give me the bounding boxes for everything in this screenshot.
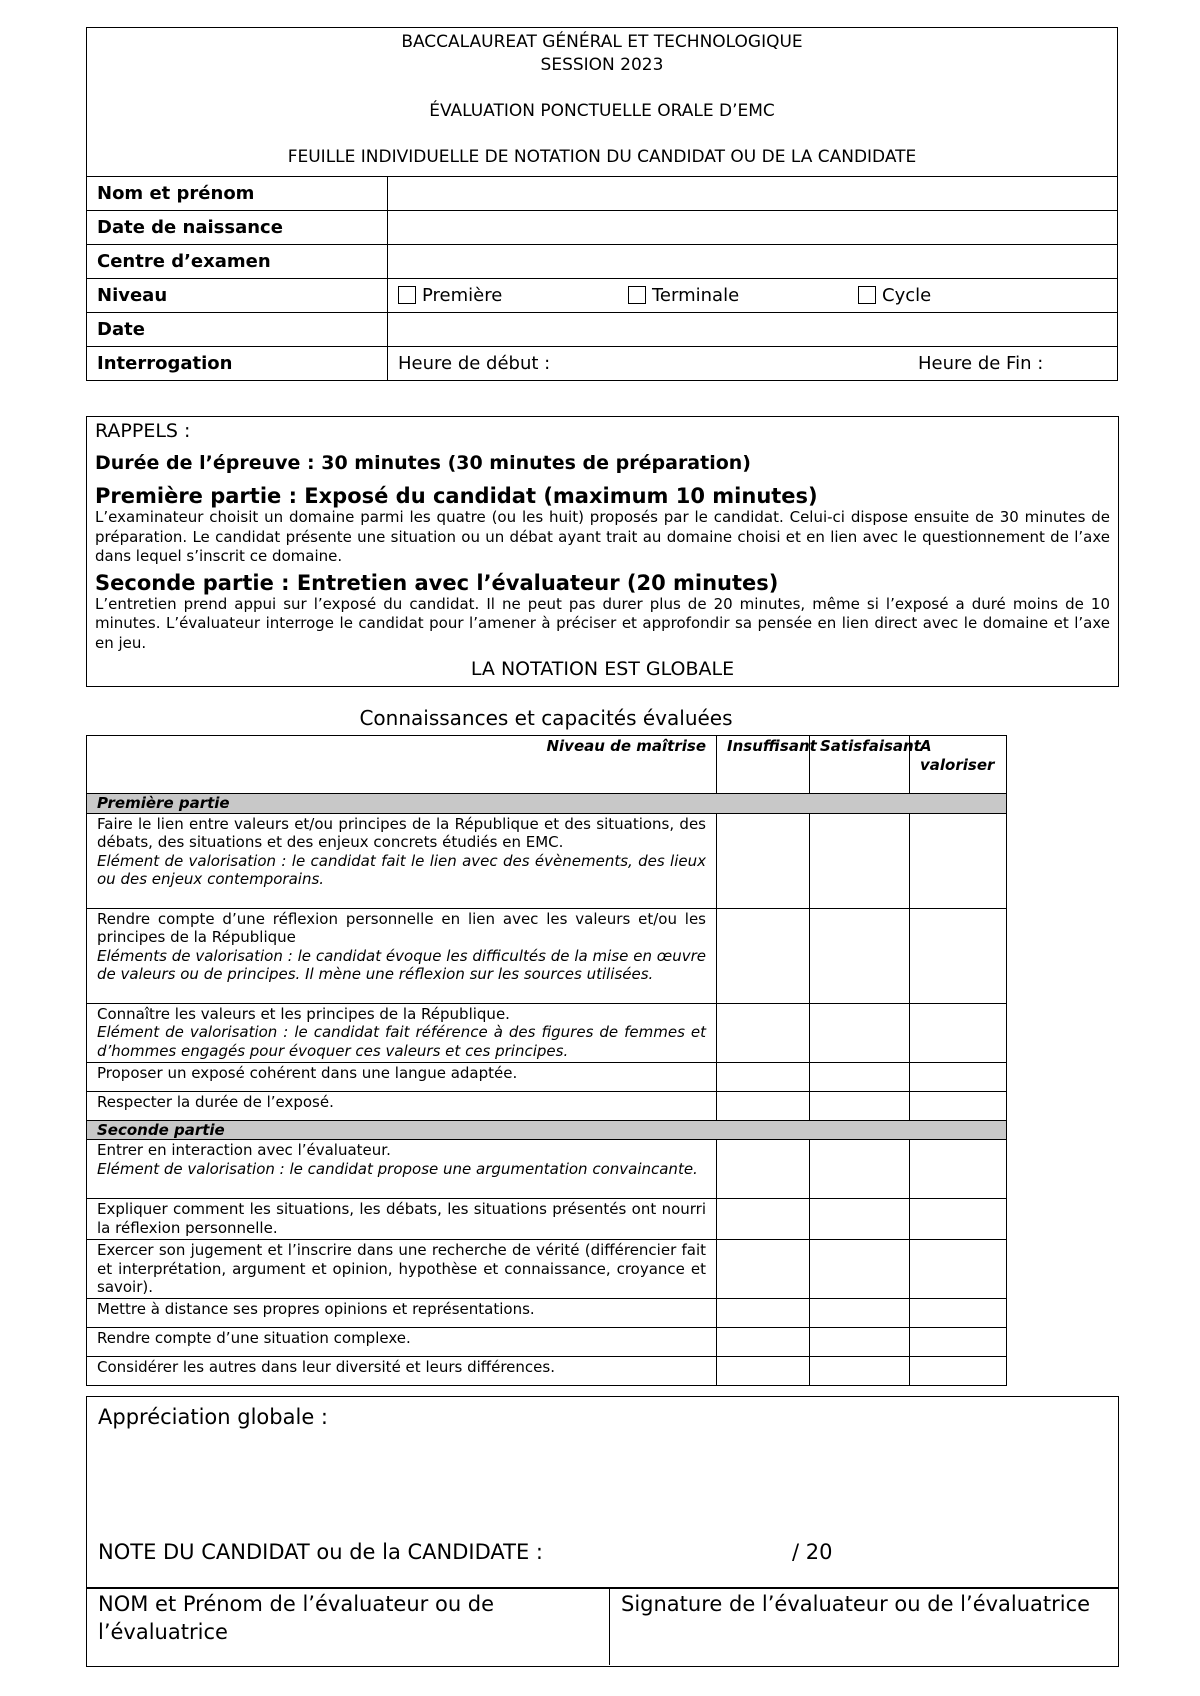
signature-row — [86, 1588, 1119, 1667]
session-label: SESSION 2023 — [540, 55, 664, 75]
row-niveau — [87, 279, 1118, 313]
cell-satisfaisant[interactable] — [810, 1199, 910, 1240]
criterion-text: Connaître les valeurs et les principes de la République. — [97, 1004, 510, 1023]
evaluateur-signature-cell[interactable]: Signature de l’évaluateur ou de l’évaluatrice — [621, 1592, 1091, 1616]
cell-insuffisant[interactable] — [717, 1003, 810, 1062]
criterion — [87, 813, 717, 908]
cell-satisfaisant[interactable] — [810, 1328, 910, 1357]
competences-header-row — [87, 736, 1007, 794]
partie1-heading: Première partie : Exposé du candidat (maximum 10 minutes) — [95, 484, 818, 508]
row-interrogation — [87, 347, 1118, 381]
cell-insuffisant[interactable] — [717, 813, 810, 908]
heure-debut-label: Heure de début : — [398, 353, 551, 374]
section-seconde-partie-label: Seconde partie — [87, 1120, 1007, 1140]
checkbox-premiere[interactable] — [398, 286, 416, 304]
row-nom — [87, 177, 1118, 211]
criterion-valorisation: Elément de valorisation : le candidat propose une argumentation convaincante. — [97, 1159, 698, 1178]
cell-a-valoriser[interactable] — [910, 1062, 1007, 1091]
cell-a-valoriser[interactable] — [910, 1003, 1007, 1062]
criterion — [87, 1240, 717, 1299]
cell-insuffisant[interactable] — [717, 1328, 810, 1357]
section-premiere-partie — [87, 794, 1007, 814]
criterion-valorisation: Elément de valorisation : le candidat fait référence à des figures de femmes et d’hommes engagés pour évoquer ces valeurs et ces principes. — [97, 1023, 706, 1060]
criterion-text: Proposer un exposé cohérent dans une langue adaptée. — [97, 1063, 518, 1082]
criterion — [87, 1003, 717, 1062]
cell-insuffisant[interactable] — [717, 1140, 810, 1199]
note-value[interactable]: / 20 — [792, 1540, 833, 1564]
note-label: NOTE DU CANDIDAT ou de la CANDIDATE : — [98, 1540, 543, 1564]
table-row — [87, 1091, 1007, 1120]
section-premiere-partie-label: Première partie — [87, 794, 1007, 814]
cell-satisfaisant[interactable] — [810, 1091, 910, 1120]
col-niveau-maitrise: Niveau de maîtrise — [87, 736, 717, 794]
option-premiere-label: Première — [422, 285, 503, 306]
criterion — [87, 1091, 717, 1120]
date-field[interactable] — [388, 313, 1118, 347]
cell-satisfaisant[interactable] — [810, 1140, 910, 1199]
table-row — [87, 1199, 1007, 1240]
cell-satisfaisant[interactable] — [810, 1240, 910, 1299]
partie2-text: L’entretien prend appui sur l’exposé du candidat. Il ne peut pas durer plus de 20 minutes, même si l’exposé a duré moins de 10 minutes. L’évaluateur interroge le candidat pour l’amener à préciser et approfondir sa pensée en lien direct avec le domaine et l’axe en jeu. — [95, 594, 1110, 652]
col-a-valoriser: A valoriser — [910, 736, 1007, 794]
criterion — [87, 1328, 717, 1357]
row-centre — [87, 245, 1118, 279]
criterion-text: Considérer les autres dans leur diversité et leurs différences. — [97, 1358, 555, 1376]
centre-field[interactable] — [388, 245, 1118, 279]
naissance-label: Date de naissance — [87, 211, 388, 245]
cell-satisfaisant[interactable] — [810, 1003, 910, 1062]
cell-insuffisant[interactable] — [717, 1240, 810, 1299]
table-row — [87, 813, 1007, 908]
criterion-valorisation: Eléments de valorisation : le candidat évoque les difficultés de la mise en œuvre de valeurs ou de principes. Il mène une réflexion sur les sources utilisées. — [97, 946, 706, 983]
criterion — [87, 1062, 717, 1091]
criterion — [87, 1357, 717, 1386]
table-row — [87, 1299, 1007, 1328]
appreciation-box[interactable] — [86, 1396, 1119, 1589]
criterion-text: Expliquer comment les situations, les débats, les situations présentés ont nourri la réflexion personnelle. — [97, 1200, 706, 1237]
criterion-valorisation: Elément de valorisation : le candidat fait le lien avec des évènements, des lieux ou des enjeux contemporains. — [97, 851, 706, 888]
option-terminale[interactable] — [628, 285, 858, 306]
cell-insuffisant[interactable] — [717, 1199, 810, 1240]
notation-globale: LA NOTATION EST GLOBALE — [470, 658, 735, 680]
cell-insuffisant[interactable] — [717, 1299, 810, 1328]
cell-a-valoriser[interactable] — [910, 1240, 1007, 1299]
criterion-text: Entrer en interaction avec l’évaluateur. — [97, 1141, 391, 1159]
centre-label: Centre d’examen — [87, 245, 388, 279]
option-terminale-label: Terminale — [652, 285, 740, 306]
cell-a-valoriser[interactable] — [910, 1140, 1007, 1199]
partie2-heading: Seconde partie : Entretien avec l’évaluateur (20 minutes) — [95, 570, 779, 595]
row-date — [87, 313, 1118, 347]
table-row — [87, 1003, 1007, 1062]
col-insuffisant: Insuffisant — [717, 736, 810, 794]
heure-fin-label: Heure de Fin : — [918, 353, 1044, 374]
cell-a-valoriser[interactable] — [910, 908, 1007, 1003]
table-row — [87, 1240, 1007, 1299]
candidate-info-table — [86, 176, 1118, 381]
nom-label: Nom et prénom — [87, 177, 388, 211]
niveau-options — [388, 279, 1118, 313]
date-label: Date — [87, 313, 388, 347]
cell-insuffisant[interactable] — [717, 1091, 810, 1120]
table-row — [87, 1357, 1007, 1386]
table-row — [87, 1328, 1007, 1357]
criterion — [87, 908, 717, 1003]
cell-satisfaisant[interactable] — [810, 1299, 910, 1328]
interrogation-field[interactable] — [388, 347, 1118, 381]
cell-satisfaisant[interactable] — [810, 1062, 910, 1091]
col-satisfaisant: Satisfaisant — [810, 736, 910, 794]
criterion-text: Rendre compte d’une situation complexe. — [97, 1329, 411, 1347]
cell-satisfaisant[interactable] — [810, 813, 910, 908]
criterion-text: Exercer son jugement et l’inscrire dans une recherche de vérité (différencier fait et interprétation, argument et opinion, hypothèse et connaissance, croyance et savoir). — [97, 1241, 706, 1296]
table-row — [87, 1062, 1007, 1091]
cell-insuffisant[interactable] — [717, 1357, 810, 1386]
rappels-box — [86, 416, 1119, 687]
cell-satisfaisant[interactable] — [810, 908, 910, 1003]
evaluation-title: ÉVALUATION PONCTUELLE ORALE D’EMC — [429, 101, 775, 121]
cell-insuffisant[interactable] — [717, 1062, 810, 1091]
section-seconde-partie — [87, 1120, 1007, 1140]
checkbox-cycle[interactable] — [858, 286, 876, 304]
competences-title: Connaissances et capacités évaluées — [359, 706, 733, 730]
partie1-text: L’examinateur choisit un domaine parmi les quatre (ou les huit) proposés par le candidat. Celui-ci dispose ensuite de 30 minutes de préparation. Le candidat présente une situation ou un débat ayant trait au domaine choisi et en lien avec le questionnement de l’axe dans lequel s’inscrit ce domaine. — [95, 508, 1110, 565]
criterion — [87, 1140, 717, 1199]
rappels-title: RAPPELS : — [95, 420, 191, 442]
cell-a-valoriser[interactable] — [910, 1199, 1007, 1240]
table-row — [87, 1140, 1007, 1199]
row-naissance — [87, 211, 1118, 245]
criterion-text: Faire le lien entre valeurs et/ou principes de la République et des situations, des débats, des situations et des enjeux concrets étudiés en EMC. — [97, 814, 706, 851]
option-cycle[interactable] — [858, 285, 931, 306]
niveau-label: Niveau — [87, 279, 388, 313]
cell-a-valoriser[interactable] — [910, 813, 1007, 908]
cell-a-valoriser[interactable] — [910, 1357, 1007, 1386]
appreciation-title: Appréciation globale : — [98, 1405, 328, 1429]
criterion-text: Rendre compte d’une réflexion personnelle en lien avec les valeurs et/ou les principes de la République — [97, 909, 706, 946]
criterion-text: Respecter la durée de l’exposé. — [97, 1092, 334, 1111]
naissance-field[interactable] — [388, 211, 1118, 245]
cell-a-valoriser[interactable] — [910, 1328, 1007, 1357]
checkbox-terminale[interactable] — [628, 286, 646, 304]
option-cycle-label: Cycle — [882, 285, 932, 306]
cell-satisfaisant[interactable] — [810, 1357, 910, 1386]
cell-a-valoriser[interactable] — [910, 1091, 1007, 1120]
evaluateur-name-cell[interactable]: NOM et Prénom de l’évaluateur ou de l’évaluatrice — [87, 1588, 610, 1665]
duree-epreuve: Durée de l’épreuve : 30 minutes (30 minutes de préparation) — [95, 452, 751, 474]
criterion — [87, 1199, 717, 1240]
sheet-title: FEUILLE INDIVIDUELLE DE NOTATION DU CANDIDAT OU DE LA CANDIDATE — [287, 147, 917, 167]
criterion — [87, 1299, 717, 1328]
form-header — [86, 27, 1118, 177]
option-premiere[interactable] — [398, 285, 628, 306]
interrogation-label: Interrogation — [87, 347, 388, 381]
exam-title: BACCALAUREAT GÉNÉRAL ET TECHNOLOGIQUE — [401, 32, 803, 52]
competences-table — [86, 735, 1007, 1386]
table-row — [87, 908, 1007, 1003]
cell-insuffisant[interactable] — [717, 908, 810, 1003]
criterion-text: Mettre à distance ses propres opinions et représentations. — [97, 1300, 535, 1318]
nom-field[interactable] — [388, 177, 1118, 211]
cell-a-valoriser[interactable] — [910, 1299, 1007, 1328]
